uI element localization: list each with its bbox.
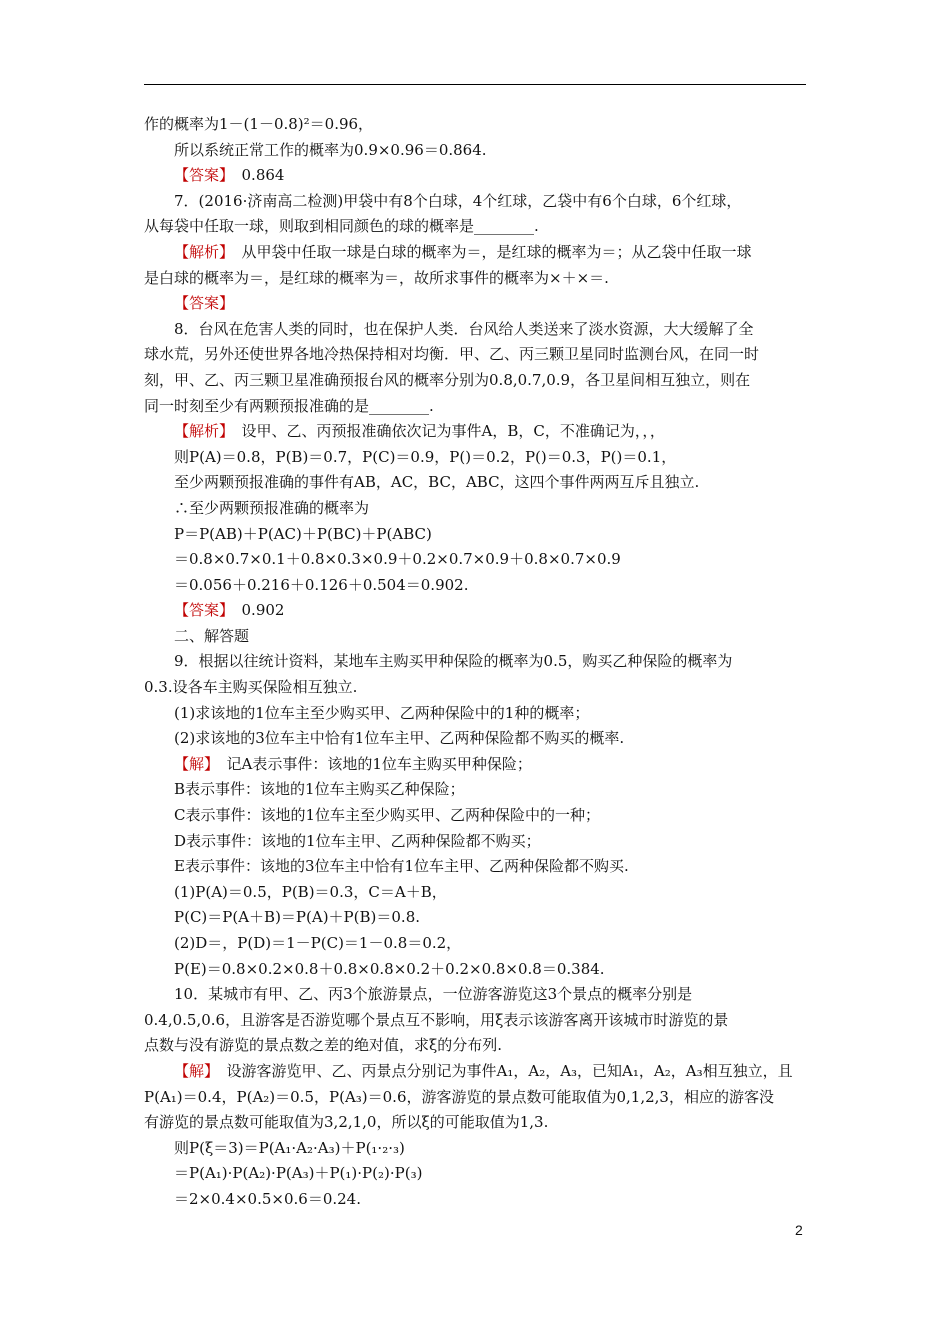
- text-line: [144, 1033, 806, 1059]
- line-text: 刻，甲、乙、丙三颗卫星准确预报台风的概率分别为0.8,0.7,0.9，各卫星间相互独立，则在: [144, 370, 751, 389]
- text-line: [144, 1085, 806, 1111]
- line-text: 设甲、乙、丙预报准确依次记为事件A，B，C，不准确记为，，，: [226, 422, 665, 441]
- text-line: [144, 317, 806, 343]
- header-rule: [144, 84, 806, 85]
- line-text: 从每袋中任取一球，则取到相同颜色的球的概率是________.: [144, 217, 539, 236]
- text-line: [144, 1136, 806, 1162]
- text-line: [144, 957, 806, 983]
- text-line: [144, 1059, 806, 1085]
- document-body: [144, 112, 806, 1213]
- line-text: 9．根据以往统计资料，某地车主购买甲种保险的概率为0.5，购买乙种保险的概率为: [174, 652, 733, 671]
- line-text: 作的概率为1－(1－0.8)²＝0.96，: [144, 115, 374, 133]
- text-line: [144, 445, 806, 471]
- text-line: [144, 266, 806, 292]
- text-line: [144, 701, 806, 727]
- line-text: 有游览的景点数可能取值为3,2,1,0，所以ξ的可能取值为1,3.: [144, 1113, 549, 1132]
- line-text: B表示事件：该地的1位车主购买乙种保险；: [174, 780, 465, 799]
- line-text: 从甲袋中任取一球是白球的概率为＝，是红球的概率为＝；从乙袋中任取一球: [226, 242, 752, 261]
- text-line: [144, 522, 806, 548]
- line-text: 则P(A)＝0.8，P(B)＝0.7，P(C)＝0.9，P()＝0.2，P()＝0.3，P()＝0.1，: [174, 447, 677, 466]
- text-line: [144, 342, 806, 368]
- line-text: 10．某城市有甲、乙、丙3个旅游景点，一位游客游览这3个景点的概率分别是: [174, 985, 693, 1004]
- answer-tag: 【解】: [174, 754, 212, 773]
- line-text: ＝P(A₁)·P(A₂)·P(A₃)＋P(₁)·P(₂)·P(₃): [174, 1164, 423, 1183]
- text-line: [144, 905, 806, 931]
- line-text: 至少两颗预报准确的事件有AB，AC，BC，ABC，这四个事件两两互斥且独立.: [174, 473, 700, 492]
- text-line: [144, 1161, 806, 1187]
- line-text: (2)D＝，P(D)＝1－P(C)＝1－0.8＝0.2，: [174, 934, 462, 952]
- line-text: P(E)＝0.8×0.2×0.8＋0.8×0.8×0.2＋0.2×0.8×0.8＝0.384.: [174, 959, 605, 978]
- text-line: [144, 112, 806, 138]
- line-text: 0.3.设各车主购买保险相互独立.: [144, 678, 358, 697]
- line-text: 8．台风在危害人类的同时，也在保护人类．台风给人类送来了淡水资源，大大缓解了全: [174, 319, 754, 338]
- text-line: [144, 982, 806, 1008]
- line-text: 点数与没有游览的景点数之差的绝对值，求ξ的分布列.: [144, 1036, 503, 1055]
- line-text: ＝0.056＋0.216＋0.126＋0.504＝0.902.: [174, 575, 469, 594]
- text-line: [144, 675, 806, 701]
- line-text: D表示事件：该地的1位车主甲、乙两种保险都不购买；: [174, 831, 541, 850]
- line-text: 0.4,0.5,0.6，且游客是否游览哪个景点互不影响，用ξ表示该游客离开该城市时游览的景: [144, 1010, 729, 1029]
- answer-tag: 【解析】: [174, 242, 227, 261]
- text-line: [144, 1110, 806, 1136]
- answer-tag: 【答案】: [174, 166, 227, 185]
- text-line: [144, 777, 806, 803]
- line-text: 二、解答题: [174, 626, 250, 645]
- text-line: [144, 163, 806, 189]
- line-text: 则P(ξ＝3)＝P(A₁·A₂·A₃)＋P(₁·₂·₃): [174, 1138, 405, 1157]
- text-line: [144, 394, 806, 420]
- text-line: [144, 1008, 806, 1034]
- text-line: [144, 214, 806, 240]
- line-text: ＝0.8×0.7×0.1＋0.8×0.3×0.9＋0.2×0.7×0.9＋0.8×0.7×0.9: [174, 550, 621, 569]
- line-text: P(A₁)＝0.4，P(A₂)＝0.5，P(A₃)＝0.6，游客游览的景点数可能取值为0,1,2,3，相应的游客没: [144, 1087, 774, 1106]
- line-text: 设游客游览甲、乙、丙景点分别记为事件A₁，A₂，A₃，已知A₁，A₂，A₃相互独立，且: [211, 1061, 793, 1080]
- text-line: [144, 573, 806, 599]
- text-line: [144, 240, 806, 266]
- line-text: 是白球的概率为＝，是红球的概率为＝，故所求事件的概率为×＋×＝.: [144, 268, 609, 287]
- text-line: [144, 598, 806, 624]
- line-text: 同一时刻至少有两颗预报准确的是________.: [144, 396, 434, 415]
- text-line: [144, 547, 806, 573]
- text-line: [144, 803, 806, 829]
- text-line: [144, 854, 806, 880]
- line-text: E表示事件：该地的3位车主中恰有1位车主甲、乙两种保险都不购买.: [174, 857, 629, 876]
- text-line: [144, 368, 806, 394]
- answer-tag: 【答案】: [174, 294, 235, 313]
- text-line: [144, 829, 806, 855]
- text-line: [144, 1187, 806, 1213]
- text-line: [144, 496, 806, 522]
- answer-tag: 【解】: [174, 1061, 212, 1080]
- page-number: 2: [795, 1222, 803, 1238]
- line-text: 0.902: [226, 601, 285, 620]
- text-line: [144, 138, 806, 164]
- text-line: [144, 649, 806, 675]
- line-text: (2)求该地的3位车主中恰有1位车主甲、乙两种保险都不购买的概率.: [174, 729, 625, 748]
- text-line: [144, 470, 806, 496]
- text-line: [144, 931, 806, 957]
- line-text: ∴至少两颗预报准确的概率为: [174, 498, 370, 517]
- text-line: [144, 291, 806, 317]
- line-text: 0.864: [226, 166, 285, 185]
- line-text: (1)P(A)＝0.5，P(B)＝0.3，C＝A＋B，: [174, 882, 447, 901]
- text-line: [144, 624, 806, 650]
- line-text: C表示事件：该地的1位车主至少购买甲、乙两种保险中的一种；: [174, 806, 601, 825]
- answer-tag: 【解析】: [174, 422, 227, 441]
- line-text: 记A表示事件：该地的1位车主购买甲种保险；: [211, 754, 532, 773]
- text-line: [144, 189, 806, 215]
- line-text: 所以系统正常工作的概率为0.9×0.96＝0.864.: [174, 140, 487, 159]
- text-line: [144, 880, 806, 906]
- answer-tag: 【答案】: [174, 601, 227, 620]
- text-line: [144, 752, 806, 778]
- line-text: P(C)＝P(A＋B)＝P(A)＋P(B)＝0.8.: [174, 908, 420, 927]
- line-text: 7．(2016·济南高二检测)甲袋中有8个白球，4个红球，乙袋中有6个白球，6个红球，: [174, 191, 742, 210]
- text-line: [144, 726, 806, 752]
- text-line: [144, 419, 806, 445]
- line-text: 球水荒，另外还使世界各地冷热保持相对均衡．甲、乙、丙三颗卫星同时监测台风，在同一时: [144, 345, 760, 364]
- line-text: ＝2×0.4×0.5×0.6＝0.24.: [174, 1189, 361, 1208]
- line-text: P＝P(AB)＋P(AC)＋P(BC)＋P(ABC): [174, 524, 432, 543]
- line-text: (1)求该地的1位车主至少购买甲、乙两种保险中的1种的概率；: [174, 703, 590, 722]
